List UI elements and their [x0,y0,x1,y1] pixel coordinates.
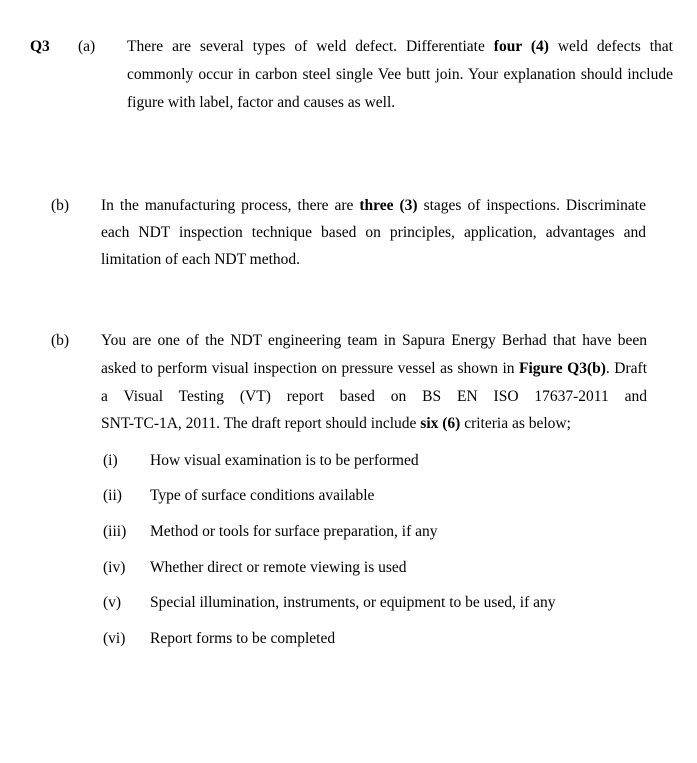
part-b1-line-1: In the manufacturing process, there are three (3) stages of inspections. Discriminate [101,197,646,214]
part-b1-emphasis: three (3) [359,197,418,214]
part-a-emphasis: four (4) [493,38,549,55]
list-item-number: (iv) [103,559,126,576]
part-b2-line-3: a Visual Testing (VT) report based on BS EN ISO 17637-2011 and [101,388,647,405]
list-item-number: (vi) [103,630,126,647]
part-a-line-1: There are several types of weld defect. Differentiate four (4) weld defects that [127,38,673,55]
part-b2-line-1: You are one of the NDT engineering team in Sapura Energy Berhad that have been [101,332,647,349]
figure-reference: Figure Q3(b) [519,360,606,377]
part-b2-line-2: asked to perform visual inspection on pressure vessel as shown in Figure Q3(b). Draft [101,360,647,377]
part-b2-emphasis: six (6) [420,415,461,432]
list-item-text: Report forms to be completed [150,630,336,647]
list-item-number: (v) [103,594,122,611]
part-a-line-2: commonly occur in carbon steel single Vee butt join. Your explanation should include [127,66,673,83]
list-item-text: Special illumination, instruments, or equipment to be used, if any [150,594,556,611]
part-b1-label: (b) [51,197,70,214]
list-item-text: How visual examination is to be performed [150,452,419,469]
part-b1-line-3: limitation of each NDT method. [101,251,301,268]
part-b2-label: (b) [51,332,70,349]
list-item-text: Whether direct or remote viewing is used [150,559,407,576]
list-item-text: Method or tools for surface preparation, if any [150,523,438,540]
part-b1-line-2: each NDT inspection technique based on principles, application, advantages and [101,224,646,241]
part-b2-line-4: SNT-TC-1A, 2011. The draft report should include six (6) criteria as below; [101,415,571,432]
list-item-text: Type of surface conditions available [150,487,375,504]
list-item-number: (ii) [103,487,122,504]
list-item-number: (iii) [103,523,127,540]
question-number: Q3 [30,38,50,55]
part-a-line-3: figure with label, factor and causes as well. [127,94,396,111]
part-a-label: (a) [78,38,96,55]
list-item-number: (i) [103,452,118,469]
